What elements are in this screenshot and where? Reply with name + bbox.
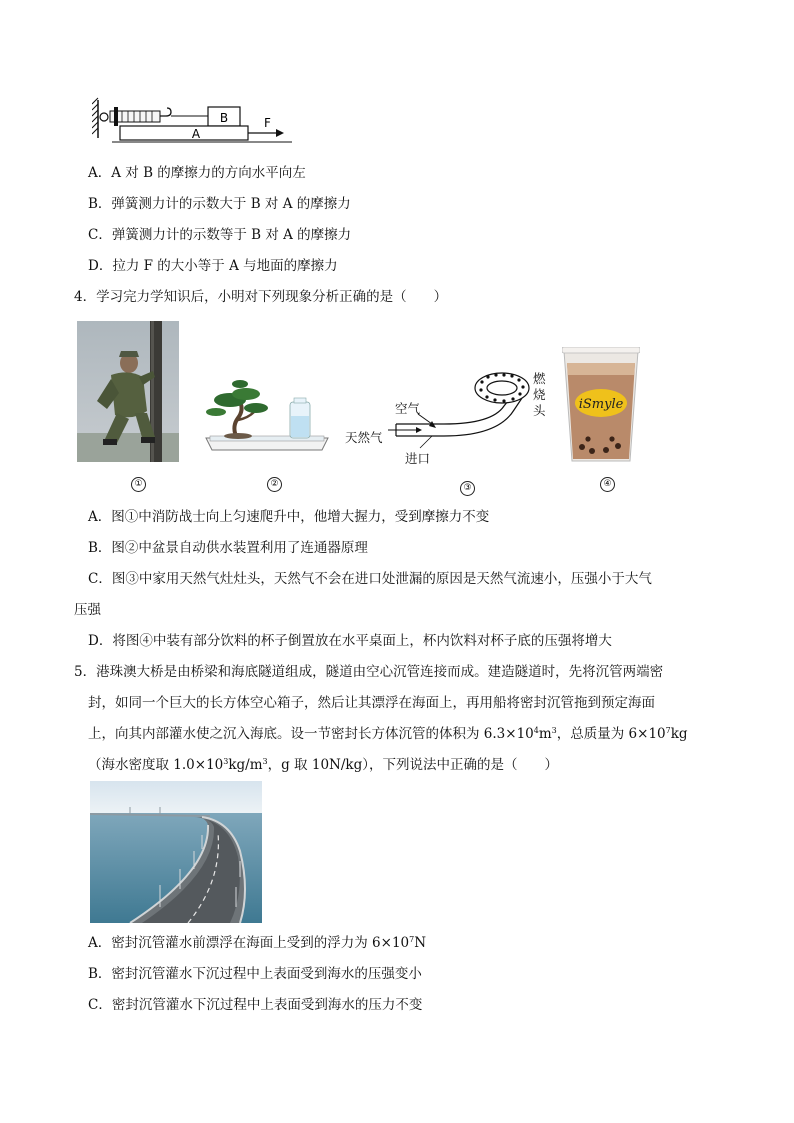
q4-stem: 4．学习完力学知识后，小明对下列现象分析正确的是（ ） <box>74 289 448 305</box>
spring-scale-block-diagram <box>92 96 298 144</box>
q5-option-b: B．密封沉管灌水下沉过程中上表面受到海水的压强变小 <box>88 966 422 982</box>
fig3-inlet-label: 进口 <box>405 451 431 466</box>
q4-option-d: D．将图④中装有部分饮料的杯子倒置放在水平桌面上，杯内饮料对杯子底的压强将增大 <box>88 633 612 649</box>
cup-logo-text: iSmyle <box>578 397 624 412</box>
q4-option-a: A．图①中消防战士向上匀速爬升中，他增大握力，受到摩擦力不变 <box>88 509 490 525</box>
q3-option-b: B．弹簧测力计的示数大于 B 对 A 的摩擦力 <box>88 196 351 212</box>
bonsai-water-device-figure <box>202 380 332 458</box>
block-a-label: A <box>191 127 201 141</box>
fig-caption-1: ① <box>131 474 146 492</box>
fig3-air-label: 空气 <box>395 401 421 416</box>
q4-option-b: B．图②中盆景自动供水装置利用了连通器原理 <box>88 540 368 556</box>
q5-option-c: C．密封沉管灌水下沉过程中上表面受到海水的压力不变 <box>88 997 423 1013</box>
fig3-gas-label: 天然气 <box>345 430 383 445</box>
q3-option-d: D．拉力 F 的大小等于 A 与地面的摩擦力 <box>88 258 338 274</box>
force-f-label: F <box>264 116 271 130</box>
q5-stem-line-2: 封，如同一个巨大的长方体空心箱子，然后让其漂浮在海面上，再用船将密封沉管拖到预定海面 <box>88 695 655 711</box>
q5-stem-line-3: 上，向其内部灌水使之沉入海底。设一节密封长方体沉管的体积为 $6.3\times 10^4m^3$，总质量为 $6\times 10^7kg$ <box>88 726 688 742</box>
drink-cup-photo <box>562 347 640 463</box>
q5-stem-line-4: （海水密度取 $1.0\times 10^3kg/m^3$，g 取 10N/kg），下列说法中正确的是（ ） <box>88 757 558 773</box>
fig-caption-2: ② <box>267 474 282 492</box>
fig3-burner-label: 燃烧头 <box>533 371 546 418</box>
q5-stem-line-1: 5．港珠澳大桥是由桥梁和海底隧道组成，隧道由空心沉管连接而成。建造隧道时，先将沉管两端密 <box>74 664 664 680</box>
fig-caption-4: ④ <box>600 474 615 492</box>
gas-burner-figure <box>344 366 554 466</box>
block-b-label: B <box>219 111 229 125</box>
q3-option-a: A．A 对 B 的摩擦力的方向水平向左 <box>88 165 306 181</box>
q4-option-c: C．图③中家用天然气灶灶头，天然气不会在进口处泄漏的原因是天然气流速小，压强小于大气 <box>88 571 652 587</box>
q3-option-c: C．弹簧测力计的示数等于 B 对 A 的摩擦力 <box>88 227 352 243</box>
soldier-climbing-photo <box>77 321 179 462</box>
fig-caption-3: ③ <box>460 478 475 496</box>
q5-option-a: A．密封沉管灌水前漂浮在海面上受到的浮力为 $6\times 10^7N$ <box>88 935 427 951</box>
bridge-photo <box>90 781 262 923</box>
q4-option-c-continued: 压强 <box>74 602 101 618</box>
